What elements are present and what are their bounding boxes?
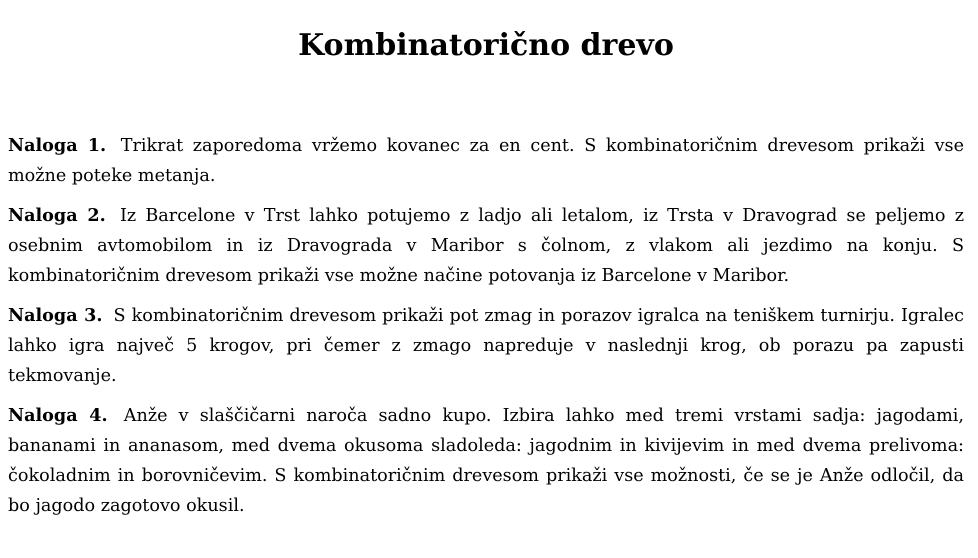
task-2 [8, 201, 964, 291]
task-1 [8, 131, 964, 191]
task-4-text: Anže v slaščičarni naroča sadno kupo. Izbira lahko med tremi vrstami sadja: jagodami, bananami in ananasom, med dvema okusoma sladoleda: jagodnim in kivijevim in med dvema prelivoma: čokoladnim in borovničevim. S kombinatoričnim drevesom prikaži vse možnosti, če se je Anže odločil, da bo jagodo zagotovo okusil. [8, 406, 964, 516]
task-4 [8, 401, 964, 521]
task-list [8, 131, 964, 521]
task-2-text: Iz Barcelone v Trst lahko potujemo z ladjo ali letalom, iz Trsta v Dravograd se peljemo z osebnim avtomobilom in iz Dravograda v Maribor s čolnom, z vlakom ali jezdimo na konju. S kombinatoričnim drevesom prikaži vse možne načine potovanja iz Barcelone v Maribor. [8, 206, 964, 286]
task-3-label: Naloga 3. [8, 305, 103, 326]
task-4-label: Naloga 4. [8, 405, 108, 426]
task-2-label: Naloga 2. [8, 205, 106, 226]
task-3 [8, 301, 964, 391]
task-1-text: Trikrat zaporedoma vržemo kovanec za en cent. S kombinatoričnim drevesom prikaži vse možne poteke metanja. [8, 136, 964, 186]
task-3-text: S kombinatoričnim drevesom prikaži pot zmag in porazov igralca na teniškem turnirju. Igralec lahko igra največ 5 krogov, pri čemer z zmago napreduje v naslednji krog, ob porazu pa zapusti tekmovanje. [8, 306, 964, 386]
task-1-label: Naloga 1. [8, 135, 107, 156]
document-title: Kombinatorično drevo [298, 28, 674, 63]
